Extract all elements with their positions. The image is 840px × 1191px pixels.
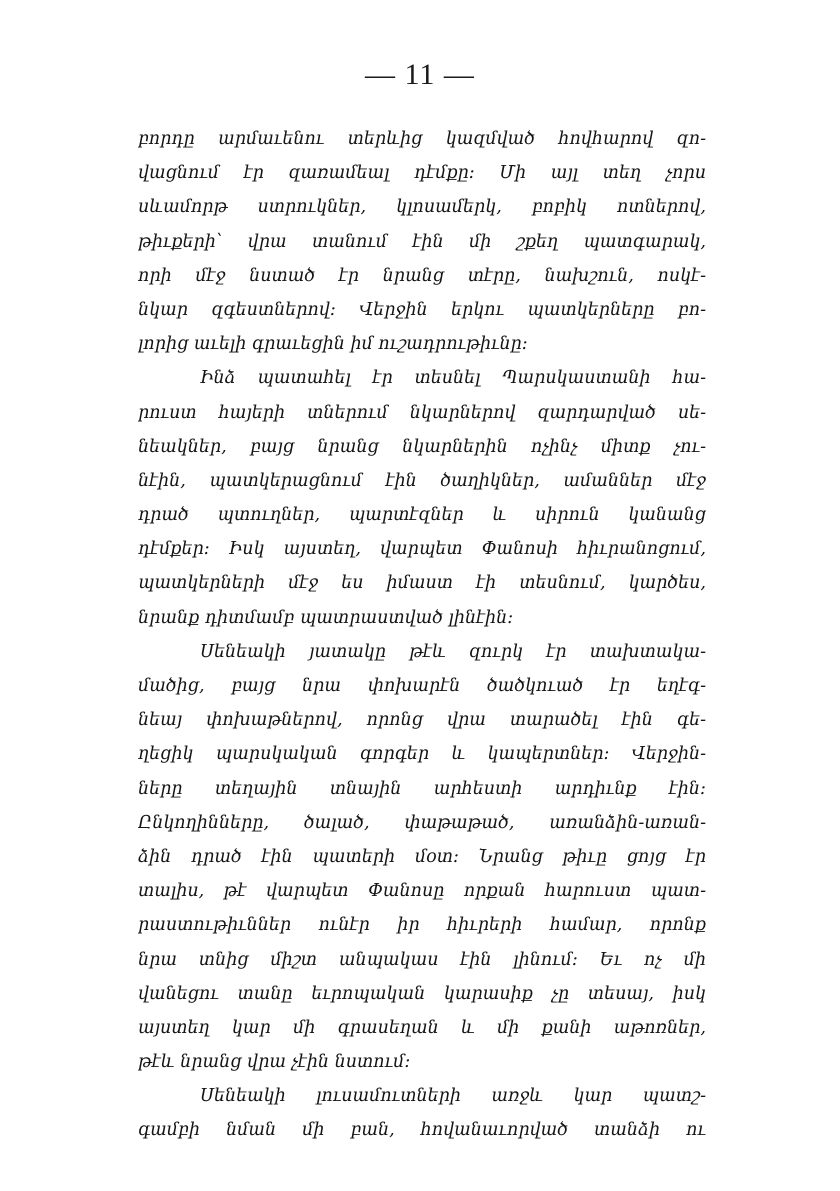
text-line: բորդը արմաւենու տերևից կազմված հովհարով զո- — [138, 129, 706, 149]
text-line: ձին դրած էին պատերի մօտ։ Նրանց թիւը ցոյց էր — [138, 846, 706, 867]
paragraph-start-line: Սենեակի յատակը թէև զուրկ էր տախտակա- — [200, 641, 706, 662]
paragraph-start-line: Սենեակի լուսամուտների առջև կար պատշ- — [200, 1086, 706, 1107]
text-line: գամբի նման մի բան, հովանաւորված տանձի ու — [138, 1120, 706, 1141]
text-line: ղեցիկ պարսկական գորգեր և կապերտներ։ Վերջին- — [138, 744, 706, 765]
text-line: վացնում էր զառամեալ դէմքը։ Մի այլ տեղ չորս — [138, 163, 706, 184]
text-line: նրանք դիտմամբ պատրաստված լինէին։ — [138, 607, 514, 628]
text-line: պատկերների մէջ ես իմաստ էի տեսնում, կարծես, — [138, 573, 706, 594]
text-line: որի մէջ նստած էր նրանց տէրը, նախշուն, ոսկէ- — [138, 265, 706, 286]
text-line: Ընկողինները, ծալած, փաթաթած, առանձին-առան- — [138, 812, 706, 833]
text-line: վանեցու տանը եւրոպական կարասիք չը տեսայ, իսկ — [138, 983, 706, 1004]
text-line: րուստ հայերի տներում նկարներով զարդարված սե- — [138, 402, 706, 423]
text-line: թիւքերի՝ վրա տանում էին մի շքեղ պատգարակ, — [138, 231, 706, 252]
text-line: ները տեղային տնային արհեստի արդիւնք էին։ — [138, 778, 706, 799]
text-line: դրած պտուղներ, պարտէզներ և սիրուն կանանց — [138, 505, 706, 526]
text-line: սևամորթ ստրուկներ, կլոսամերկ, բոբիկ ոտներով, — [138, 197, 706, 218]
text-line: նկար զգեստներով։ Վերջին երկու պատկերները բո- — [138, 299, 706, 320]
text-line: մածից, բայց նրա փոխարէն ծածկուած էր եղէգ- — [138, 676, 706, 696]
text-line: նէին, պատկերացնում էին ծաղիկներ, ամաններ մէջ — [138, 470, 706, 491]
paragraph-start-line: Ինձ պատահել էր տեսնել Պարսկաստանի հա- — [200, 368, 706, 389]
text-line: նեակներ, բայց նրանց նկարներին ոչինչ միտք չու- — [138, 436, 706, 457]
text-line: նրա տնից միշտ անպակաս էին լինում։ Եւ ոչ մի — [138, 949, 706, 970]
text-line: տալիս, թէ վարպետ Փանոսը որքան հարուստ պատ- — [138, 881, 706, 902]
text-line: լորից աւելի գրաւեցին իմ ուշադրութիւնը։ — [138, 334, 528, 355]
text-line: դէմքեր։ Իսկ այստեղ, վարպետ Փանոսի հիւրանոցում, — [138, 539, 706, 560]
body-text — [138, 122, 706, 1148]
text-line: թէև նրանց վրա չէին նստում։ — [138, 1052, 411, 1073]
page-number: — 11 — — [365, 58, 475, 91]
text-line: րաստութիւններ ունէր իր հիւրերի համար, որոնք — [138, 915, 706, 936]
text-line: նեայ փոխաթներով, որոնց վրա տարածել էին գե- — [138, 710, 706, 731]
text-line: այստեղ կար մի գրասեղան և մի քանի աթոռներ, — [138, 1017, 706, 1038]
